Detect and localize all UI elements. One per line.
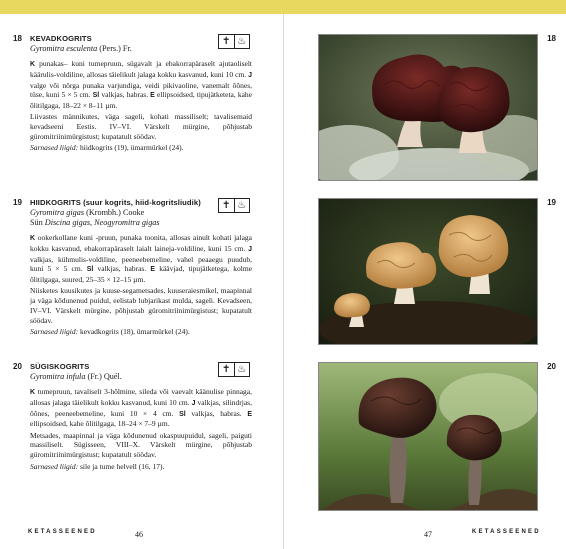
latin-author: (Krombh.) Cooke [84,208,145,217]
feature-text: punakas– kuni tumepruun, sügavalt ja ebakorrapäraselt ajutaoliselt käärulis-voldiline, allosas täielikult jalaga kokku kasvanud, kuni 10 cm. [30,59,252,79]
feature-abbrev: Sl [86,266,98,274]
synonym-names: Discina gigas, Neogyromitra gigas [44,218,160,227]
species-description [30,387,252,473]
cook-steam-icon: ♨ [234,35,250,48]
latin-name [30,208,144,217]
feature-text: valkjas, habras. [97,264,151,274]
feature-text: valkjas, habras. [191,408,248,418]
latin-name [30,372,122,381]
similar-text: hiidkogrits (19), ümarmürkel (24). [78,143,184,153]
cook-steam-icon: ♨ [234,363,250,376]
entry-number: 19 [13,198,22,207]
similar-text: kevadkogrits (18), ümarmürkel (24). [78,327,190,337]
photo-number: 19 [547,198,556,207]
species-description [30,59,252,155]
latin-author: (Pers.) Fr. [97,44,132,53]
feature-text: valkjas, silindrjas, õõnes, peeneebemeline, kuni 10 × 4 cm. [30,397,252,418]
species-title: KEVADKOGRITS [30,34,92,43]
edibility-icons [218,362,250,377]
species-title: HIIDKOGRITS (suur kogrits, hiid-kogritsliudik) [30,198,201,207]
latin-binomial: Gyromitra infula [30,372,86,381]
cook-steam-icon: ♨ [234,199,250,212]
feature-abbrev: J [248,245,252,253]
morphology-paragraph [30,59,252,111]
edibility-icons [218,198,250,213]
similar-text: sile ja tume helvell (16, 17). [78,461,165,471]
feature-abbrev: K [30,389,38,396]
feature-text: valge või nõrga punaka varjundiga, veidi pikivaoline, vanemalt õõnes, tüse, kuni 5 × 5 cm. [30,80,252,100]
similar-label: Sarnased liigid: [30,461,79,471]
feature-text: valkjas, kühmulis-voldiline, peeneebemeline, vahel peaaegu puudub, kuni 5 × 5 cm. [30,254,252,274]
photo-number: 20 [547,362,556,371]
feature-abbrev: E [150,92,158,100]
feature-text: valkjas, habras. [101,90,151,100]
habitat-paragraph: Niisketes kuusikutes ja kuuse-segametsades, kuuseraiesmikel, maapinnal ja väga kõdunenud puidul, eelistab lubjarikast mulda, sageli. Kevadseen, IV–VI. Värskelt mürgine, põhjustab güromitriinimürgistust; kupatatult söödav. [30,286,252,325]
similar-species [30,143,252,153]
feature-text: ellipsoidsed, kahe õlitilgaga, 18–24 × 7–9 µm. [30,419,170,429]
species-title: SÜGISKOGRITS [30,362,90,371]
page-spine [283,14,284,549]
feature-abbrev: J [248,71,252,79]
sugiskogrits-photo [318,362,538,511]
entry-number: 18 [13,34,22,43]
feature-abbrev: E [247,410,252,418]
similar-species [30,327,252,337]
habitat-paragraph: Metsades, maapinnal ja väga kõdunenud okaspuupuidul, sageli, paiguti massiliselt. Sügisseen, VIII–X. Värskelt mürgine, põhjustab güromitriinimürgistust; kupatatult söödav. [30,430,252,460]
feature-text: tumepruun, tavaliselt 3-hõlmine, sileda või vaevalt käänulise pinnaga, allosas jalaga täielikult kokku kasvanud, kuni 10 cm. [30,387,252,407]
morphology-paragraph [30,387,252,429]
feature-text: ellipsoidsed, tipujätketeta, kahe õlitilgaga, 18–22 × 8–11 µm. [30,90,253,111]
poison-cross-icon: ✝ [222,35,231,47]
species-description [30,233,252,338]
feature-abbrev: E [150,266,160,274]
morphology-paragraph [30,233,252,285]
poison-cross-icon: ✝ [222,199,231,211]
edibility-icons [218,34,250,49]
habitat-paragraph: Liivastes männikutes, väga sageli, kohati massiliselt; tavalisemaid kevadseeni Eestis. IV–VI. Värskelt mürgine, põhjustab güromitriinimürgistust; kupatatult söödav. [30,112,252,142]
feature-text: ookerkollane kuni -pruun, punaka toonita, allosas ainult kohati jalaga kokku kasvanud, ebakorrapäraselt laialt laineja-voldiline, kuni 15 cm. [30,233,252,253]
similar-label: Sarnased liigid: [30,327,79,337]
feature-abbrev: K [30,235,38,242]
latin-binomial: Gyromitra esculenta [30,44,98,53]
page-number-left: 46 [135,530,143,539]
similar-label: Sarnased liigid: [30,143,79,153]
footer-section-right: KETASSEENED [472,529,541,535]
synonym-prefix: Sün [30,218,45,227]
footer-section-left: KETASSEENED [28,529,97,535]
latin-author: (Fr.) Quél. [85,372,122,381]
feature-abbrev: Sl [92,92,102,100]
top-color-band [0,0,566,14]
synonyms [30,218,160,227]
feature-abbrev: J [191,399,198,407]
feature-abbrev: K [30,61,40,68]
kevadkogrits-photo [318,34,538,181]
photo-number: 18 [547,34,556,43]
feature-abbrev: Sl [179,410,192,418]
latin-name [30,44,132,53]
latin-binomial: Gyromitra gigas [30,208,85,217]
poison-cross-icon: ✝ [222,363,231,375]
entry-number: 20 [13,362,22,371]
similar-species [30,462,252,472]
hiidkogrits-photo [318,198,538,345]
feature-text: käävjad, tipujätketega, kolme õlitilgaga, suured, 25–35 × 12–15 µm. [30,264,252,285]
page-number-right: 47 [424,530,432,539]
